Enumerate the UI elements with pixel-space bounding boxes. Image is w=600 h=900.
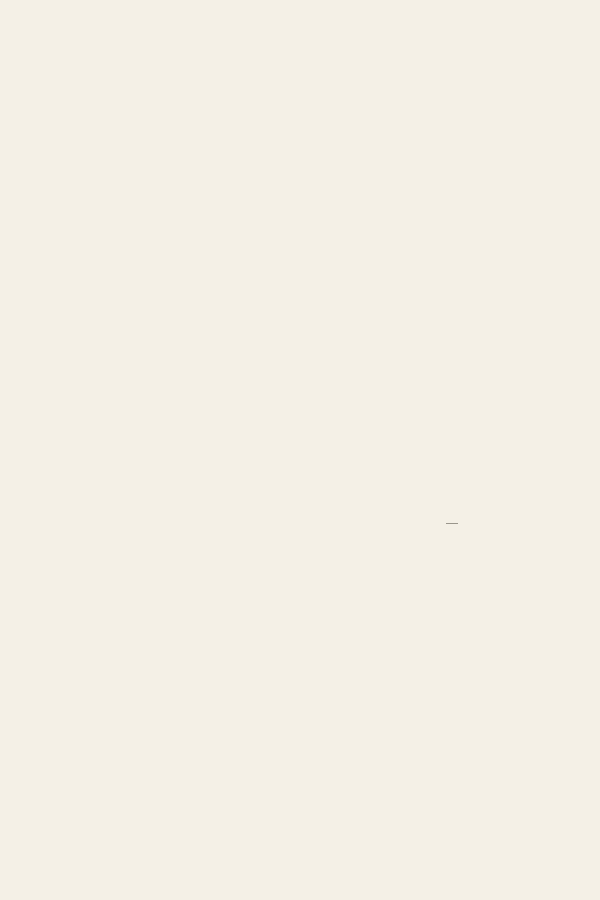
section-divider (446, 523, 458, 524)
